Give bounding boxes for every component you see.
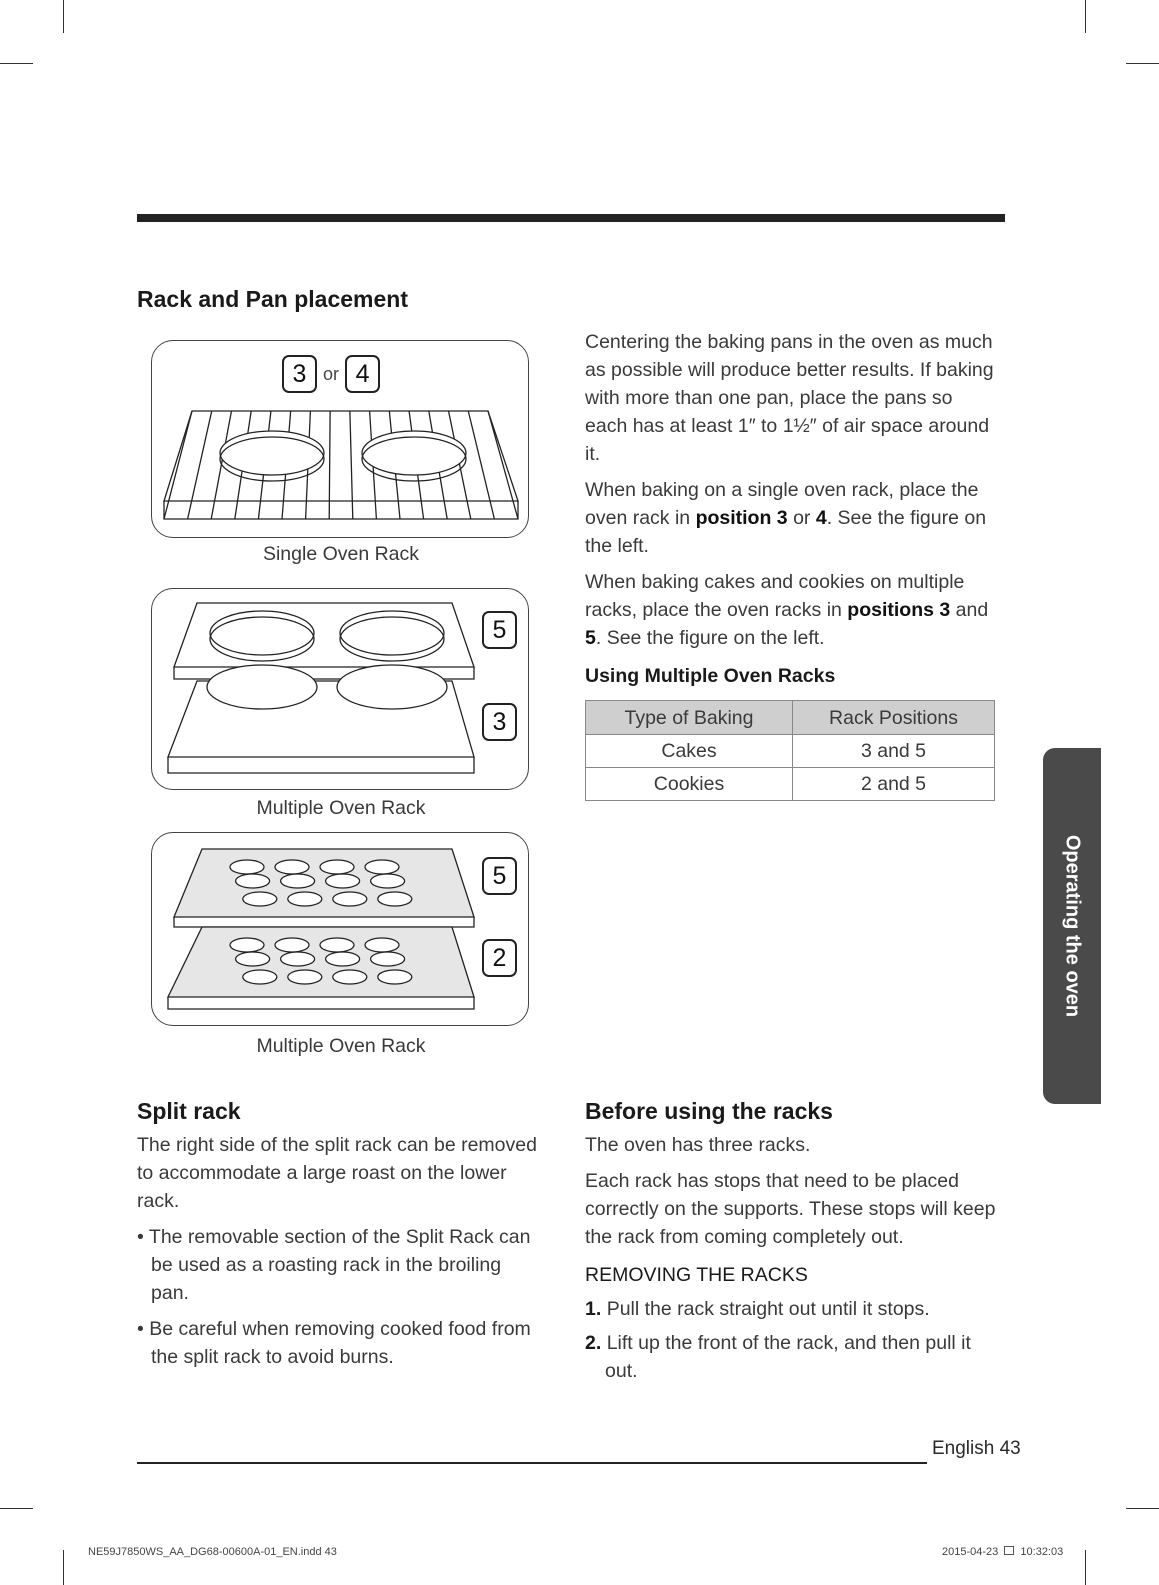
cookie bbox=[333, 970, 367, 984]
rack-badge-4: 4 bbox=[345, 355, 380, 393]
table-cell: Cakes bbox=[586, 735, 793, 768]
split-rack-body bbox=[137, 1131, 537, 1371]
rack-badge-3: 3 bbox=[482, 703, 517, 741]
cookie bbox=[275, 860, 309, 874]
cookie bbox=[326, 952, 360, 966]
crop-mark bbox=[63, 1550, 64, 1585]
emphasis: 4 bbox=[815, 507, 827, 529]
rack-bar bbox=[329, 411, 330, 519]
intro-paragraph: Centering the baking pans in the oven as much as possible will produce better results. If baking with more than one pan, place the pans so each has at least 1″ to 1½″ of air space around it. bbox=[585, 331, 994, 465]
before-racks-section bbox=[585, 1098, 997, 1391]
split-rack-section bbox=[137, 1098, 537, 1379]
step-text: Lift up the front of the rack, and then pull it out. bbox=[605, 1332, 971, 1382]
print-file-name: NE59J7850WS_AA_DG68-00600A-01_EN.indd 43 bbox=[88, 1546, 337, 1558]
bullet-text: The removable section of the Split Rack can be used as a roasting rack in the broiling pan. bbox=[148, 1226, 531, 1304]
cookie bbox=[378, 970, 412, 984]
cookie bbox=[230, 860, 264, 874]
crop-mark bbox=[0, 63, 33, 64]
list-item: • Be careful when removing cooked food from the split rack to avoid burns. bbox=[137, 1318, 531, 1368]
step-number: 1. bbox=[585, 1298, 602, 1320]
cookie bbox=[243, 970, 277, 984]
list-item: • The removable section of the Split Rack can be used as a roasting rack in the broiling pan. bbox=[137, 1226, 531, 1304]
table-header-row bbox=[586, 701, 995, 735]
figure-caption: Multiple Oven Rack bbox=[256, 797, 426, 819]
step-text: Pull the rack straight out until it stops. bbox=[606, 1298, 930, 1320]
clock-icon bbox=[1004, 1546, 1014, 1555]
figure-single-rack bbox=[151, 340, 529, 538]
rack-positions-table bbox=[585, 700, 995, 801]
split-rack-bullets bbox=[137, 1223, 537, 1371]
list-item bbox=[585, 1295, 997, 1323]
cookie bbox=[288, 892, 322, 906]
header-rule bbox=[137, 214, 1005, 222]
print-time: 10:32:03 bbox=[1020, 1546, 1064, 1558]
crop-mark bbox=[1085, 1550, 1086, 1585]
removing-steps bbox=[585, 1295, 997, 1385]
multi-rack-cakes-illustration bbox=[152, 589, 528, 789]
page-number: 43 bbox=[999, 1438, 1021, 1459]
print-timestamp bbox=[942, 1546, 1063, 1558]
figure-multi-rack-cookies bbox=[151, 832, 529, 1026]
cookie bbox=[320, 860, 354, 874]
emphasis: 5 bbox=[585, 627, 596, 649]
table-title: Using Multiple Oven Racks bbox=[585, 665, 836, 687]
table-row bbox=[586, 768, 995, 801]
rack-bar bbox=[468, 411, 494, 519]
chapter-tab-label: Operating the oven bbox=[1061, 834, 1084, 1018]
footer-rule bbox=[137, 1462, 927, 1464]
figure-caption: Multiple Oven Rack bbox=[256, 1035, 426, 1057]
cookie bbox=[236, 874, 270, 888]
split-rack-paragraph: The right side of the split rack can be removed to accommodate a large roast on the lower rack. bbox=[137, 1134, 537, 1212]
cookie bbox=[378, 892, 412, 906]
table-cell: 2 and 5 bbox=[793, 768, 995, 801]
multi-rack-cookies-illustration bbox=[152, 833, 528, 1025]
rack-badge-3: 3 bbox=[282, 355, 317, 393]
emphasis: positions 3 bbox=[847, 599, 951, 621]
cookie bbox=[320, 938, 354, 952]
cookie bbox=[275, 938, 309, 952]
racks-stops-paragraph: Each rack has stops that need to be placed correctly on the supports. These stops will keep the rack from coming completely out. bbox=[585, 1170, 996, 1248]
or-text: or bbox=[323, 363, 340, 384]
column-header: Rack Positions bbox=[793, 701, 995, 735]
cookie bbox=[243, 892, 277, 906]
cookie bbox=[371, 952, 405, 966]
cookie bbox=[365, 860, 399, 874]
crop-mark bbox=[1126, 1508, 1159, 1509]
rack-bar bbox=[350, 411, 353, 519]
figure-caption: Single Oven Rack bbox=[262, 543, 420, 565]
print-date: 2015-04-23 bbox=[942, 1546, 999, 1558]
column-header: Type of Baking bbox=[586, 701, 793, 735]
crop-mark bbox=[63, 0, 64, 33]
multi-rack-paragraph bbox=[585, 568, 995, 652]
cookie bbox=[236, 952, 270, 966]
footer-language: English bbox=[932, 1438, 995, 1459]
text-run: or bbox=[787, 507, 816, 529]
rack-badge-5: 5 bbox=[482, 611, 517, 649]
rack-position-label bbox=[282, 355, 380, 393]
table-cell: Cookies bbox=[586, 768, 793, 801]
rack-bar bbox=[188, 411, 212, 519]
removing-racks-subheading: REMOVING THE RACKS bbox=[585, 1264, 808, 1286]
cookie bbox=[230, 938, 264, 952]
cookie bbox=[333, 892, 367, 906]
rack-badge-2: 2 bbox=[482, 939, 517, 977]
crop-mark bbox=[1085, 0, 1086, 33]
cookie bbox=[281, 952, 315, 966]
racks-intro: The oven has three racks. bbox=[585, 1134, 811, 1156]
before-racks-title: Before using the racks bbox=[585, 1098, 833, 1124]
crop-mark bbox=[0, 1508, 33, 1509]
text-run: When baking on a single oven rack, place the oven rack in bbox=[585, 479, 979, 529]
placement-text bbox=[585, 328, 995, 801]
text-run: . See the figure on the left. bbox=[595, 627, 825, 649]
step-number: 2. bbox=[585, 1332, 602, 1354]
cookie bbox=[326, 874, 360, 888]
crop-mark bbox=[1126, 63, 1159, 64]
text-run: . See the figure on the left. bbox=[585, 507, 987, 557]
table-row bbox=[586, 735, 995, 768]
page-footer bbox=[932, 1438, 1021, 1460]
text-run: and bbox=[950, 599, 989, 621]
chapter-side-tab bbox=[1043, 748, 1101, 1104]
cookie bbox=[371, 874, 405, 888]
cookie bbox=[288, 970, 322, 984]
rack-bar bbox=[488, 411, 518, 519]
bullet-text: Be careful when removing cooked food from the split rack to avoid burns. bbox=[149, 1318, 531, 1368]
rack-badge-5: 5 bbox=[482, 857, 517, 895]
single-rack-paragraph bbox=[585, 476, 995, 560]
before-racks-body bbox=[585, 1131, 997, 1385]
cookie bbox=[365, 938, 399, 952]
table-cell: 3 and 5 bbox=[793, 735, 995, 768]
cookie bbox=[281, 874, 315, 888]
rack-bar bbox=[164, 411, 192, 519]
emphasis: position 3 bbox=[695, 507, 788, 529]
list-item bbox=[585, 1329, 997, 1385]
section-title: Rack and Pan placement bbox=[137, 286, 408, 312]
split-rack-title: Split rack bbox=[137, 1098, 241, 1124]
figure-multi-rack-cakes bbox=[151, 588, 529, 790]
text-run: When baking cakes and cookies on multiple racks, place the oven racks in bbox=[585, 571, 965, 621]
